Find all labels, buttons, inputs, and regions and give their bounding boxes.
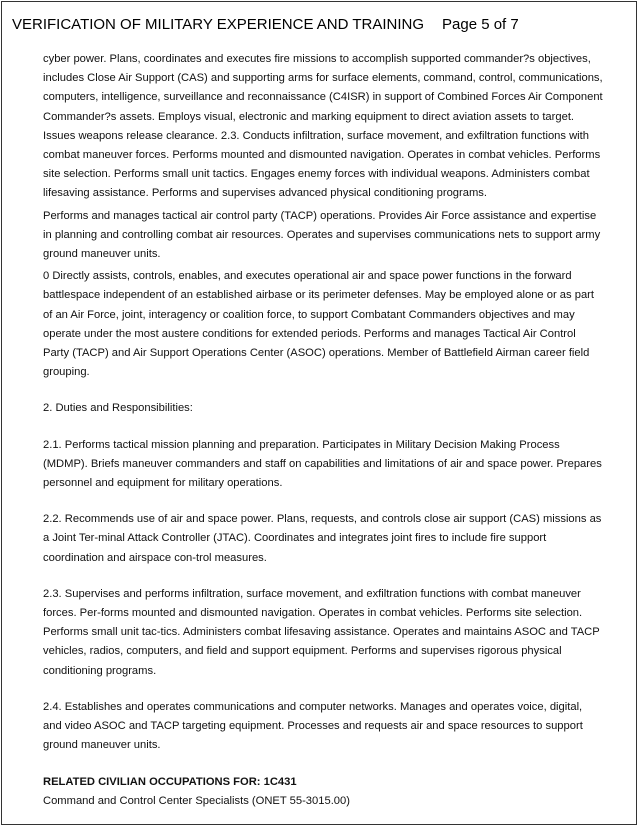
duty-paragraph: 2.2. Recommends use of air and space power. Plans, requests, and controls close air support (CAS) missions as a Joint Ter-minal Attack Controller (JTAC). Coordinates and integrates joint fires to include fire support coordination and airspace con-trol measures. (43, 513, 602, 564)
page-number: Page 5 of 7 (442, 16, 519, 33)
document-title: VERIFICATION OF MILITARY EXPERIENCE AND TRAINING (12, 16, 425, 33)
document-page (1, 1, 637, 825)
duty-paragraph: 2.1. Performs tactical mission planning and preparation. Participates in Military Decision Making Process (MDMP). Briefs maneuver commanders and staff on capabilities and limitations of air and space power. Prepares personnel and equipment for military operations. (43, 438, 602, 490)
body-paragraph: Performs and manages tactical air control party (TACP) operations. Provides Air Force assistance and expertise in planning and controlling combat air resources. Operates and supervises communications nets to support army ground maneuver units. (43, 209, 601, 261)
related-occupations-heading: RELATED CIVILIAN OCCUPATIONS FOR: 1C431 (43, 775, 297, 788)
body-paragraph: cyber power. Plans, coordinates and executes fire missions to accomplish supported commander?s objectives, includes Close Air Support (CAS) and supporting arms for surface elements, command, control, communications, computers, intelligence, surveillance and reconnaissance (C4ISR) in support of Combined Forces Air Component Commander?s assets. Employs visual, electronic and marking equipment to direct aviation assets to target. Issues weapons release clearance. 2.3. Conducts infiltration, surface movement, and exfiltration functions with combat maneuver forces. Performs mounted and dismounted navigation. Operates in combat vehicles. Performs site selection. Performs small unit tactics. Engages enemy forces with individual weapons. Administers combat lifesaving assistance. Performs and supervises advanced physical conditioning programs. (43, 53, 603, 200)
body-paragraph: 0 Directly assists, controls, enables, and executes operational air and space power functions in the forward battlespace independent of an established airbase or its perimeter defenses. May be employed alone or as part of an Air Force, joint, interagency or coalition force, to support Combatant Commanders objectives and may operate under the most austere conditions for extended periods. Performs and manages Tactical Air Control Party (TACP) and Air Support Operations Center (ASOC) operations. Member of Battlefield Airman career field grouping. (43, 270, 595, 379)
duty-paragraph: 2.3. Supervises and performs infiltration, surface movement, and exfiltration functions with combat maneuver forces. Per-forms mounted and dismounted navigation. Operates in combat vehicles. Performs site selection. Performs small unit tac-tics. Administers combat lifesaving assistance. Operates and maintains ASOC and TACP vehicles, radios, computers, and field and support equipment. Performs and supervises rigorous physical conditioning programs. (43, 587, 600, 677)
related-occupation: Command and Control Center Specialists (ONET 55-3015.00) (43, 794, 350, 807)
duty-paragraph: 2.4. Establishes and operates communications and computer networks. Manages and operates voice, digital, and video ASOC and TACP targeting equipment. Processes and requests air and space resources to support ground maneuver units. (43, 700, 583, 752)
document-body (43, 50, 603, 811)
section-heading-duties: 2. Duties and Responsibilities: (43, 402, 193, 415)
